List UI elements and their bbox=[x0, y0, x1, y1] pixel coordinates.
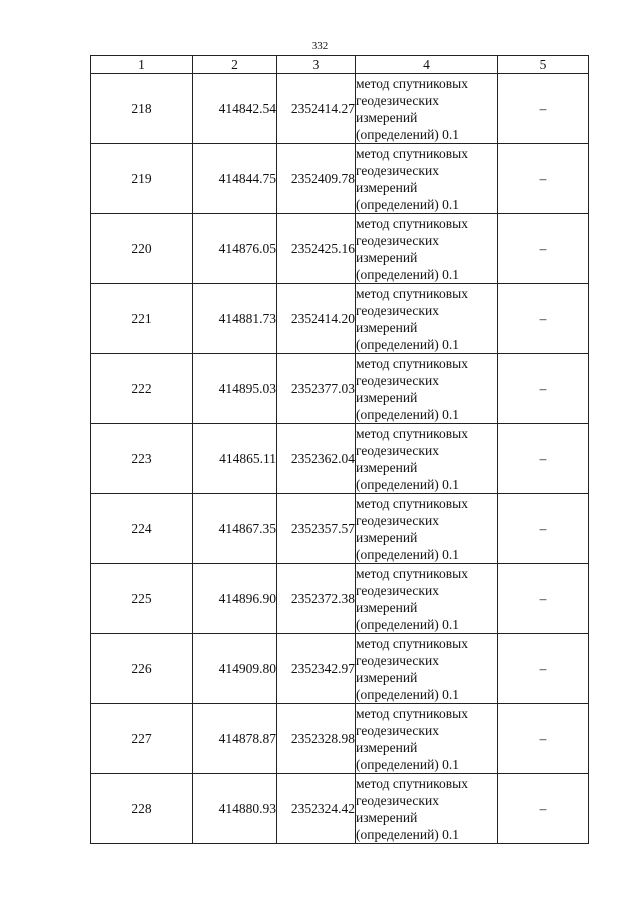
point-number-cell: 228 bbox=[91, 774, 193, 844]
point-number-cell: 221 bbox=[91, 284, 193, 354]
method-line: геодезических bbox=[356, 512, 439, 528]
method-line: метод спутниковых bbox=[356, 425, 468, 441]
method-line: (определений) 0.1 bbox=[356, 546, 460, 562]
note-cell: – bbox=[498, 494, 589, 564]
method-line: метод спутниковых bbox=[356, 75, 468, 91]
column-header-1: 1 bbox=[91, 56, 193, 74]
table-row bbox=[91, 144, 589, 214]
method-line: геодезических bbox=[356, 162, 439, 178]
method-line: (определений) 0.1 bbox=[356, 826, 460, 842]
coordinates-table bbox=[90, 55, 589, 844]
table-row bbox=[91, 354, 589, 424]
method-line: геодезических bbox=[356, 652, 439, 668]
method-line: метод спутниковых bbox=[356, 635, 468, 651]
x-coordinate-cell: 414895.03 bbox=[193, 354, 277, 424]
note-cell: – bbox=[498, 774, 589, 844]
table-row bbox=[91, 494, 589, 564]
method-line: геодезических bbox=[356, 442, 439, 458]
x-coordinate-cell: 414896.90 bbox=[193, 564, 277, 634]
y-coordinate-cell: 2352362.04 bbox=[277, 424, 356, 494]
y-coordinate-cell: 2352372.38 bbox=[277, 564, 356, 634]
method-line: измерений bbox=[356, 599, 418, 615]
method-line: метод спутниковых bbox=[356, 775, 468, 791]
method-line: измерений bbox=[356, 249, 418, 265]
y-coordinate-cell: 2352414.20 bbox=[277, 284, 356, 354]
method-line: (определений) 0.1 bbox=[356, 126, 460, 142]
y-coordinate-cell: 2352342.97 bbox=[277, 634, 356, 704]
y-coordinate-cell: 2352328.98 bbox=[277, 704, 356, 774]
x-coordinate-cell: 414842.54 bbox=[193, 74, 277, 144]
method-line: геодезических bbox=[356, 92, 439, 108]
note-cell: – bbox=[498, 144, 589, 214]
method-line: геодезических bbox=[356, 372, 439, 388]
method-line: (определений) 0.1 bbox=[356, 756, 460, 772]
method-line: метод спутниковых bbox=[356, 565, 468, 581]
table-row bbox=[91, 424, 589, 494]
method-line: измерений bbox=[356, 389, 418, 405]
method-line: (определений) 0.1 bbox=[356, 616, 460, 632]
method-cell bbox=[356, 634, 498, 704]
column-header-3: 3 bbox=[277, 56, 356, 74]
method-line: измерений bbox=[356, 179, 418, 195]
method-line: (определений) 0.1 bbox=[356, 406, 460, 422]
note-cell: – bbox=[498, 284, 589, 354]
point-number-cell: 220 bbox=[91, 214, 193, 284]
table-row bbox=[91, 214, 589, 284]
method-line: измерений bbox=[356, 459, 418, 475]
y-coordinate-cell: 2352414.27 bbox=[277, 74, 356, 144]
y-coordinate-cell: 2352377.03 bbox=[277, 354, 356, 424]
x-coordinate-cell: 414881.73 bbox=[193, 284, 277, 354]
point-number-cell: 218 bbox=[91, 74, 193, 144]
y-coordinate-cell: 2352409.78 bbox=[277, 144, 356, 214]
note-cell: – bbox=[498, 704, 589, 774]
method-line: (определений) 0.1 bbox=[356, 686, 460, 702]
method-line: геодезических bbox=[356, 582, 439, 598]
method-line: метод спутниковых bbox=[356, 495, 468, 511]
column-header-2: 2 bbox=[193, 56, 277, 74]
method-line: (определений) 0.1 bbox=[356, 476, 460, 492]
table-header-row bbox=[91, 56, 589, 74]
table-row bbox=[91, 774, 589, 844]
y-coordinate-cell: 2352357.57 bbox=[277, 494, 356, 564]
method-cell bbox=[356, 74, 498, 144]
point-number-cell: 222 bbox=[91, 354, 193, 424]
note-cell: – bbox=[498, 424, 589, 494]
note-cell: – bbox=[498, 74, 589, 144]
method-line: (определений) 0.1 bbox=[356, 266, 460, 282]
page-number: 332 bbox=[311, 40, 329, 52]
column-header-4: 4 bbox=[356, 56, 498, 74]
method-cell bbox=[356, 214, 498, 284]
method-cell bbox=[356, 424, 498, 494]
point-number-cell: 224 bbox=[91, 494, 193, 564]
method-line: метод спутниковых bbox=[356, 215, 468, 231]
method-line: измерений bbox=[356, 669, 418, 685]
x-coordinate-cell: 414865.11 bbox=[193, 424, 277, 494]
x-coordinate-cell: 414880.93 bbox=[193, 774, 277, 844]
x-coordinate-cell: 414867.35 bbox=[193, 494, 277, 564]
method-line: геодезических bbox=[356, 792, 439, 808]
method-line: измерений bbox=[356, 319, 418, 335]
y-coordinate-cell: 2352324.42 bbox=[277, 774, 356, 844]
method-line: метод спутниковых bbox=[356, 145, 468, 161]
method-cell bbox=[356, 564, 498, 634]
method-line: измерений bbox=[356, 739, 418, 755]
method-line: геодезических bbox=[356, 722, 439, 738]
method-line: измерений bbox=[356, 529, 418, 545]
table-row bbox=[91, 74, 589, 144]
point-number-cell: 219 bbox=[91, 144, 193, 214]
method-cell bbox=[356, 354, 498, 424]
method-cell bbox=[356, 494, 498, 564]
note-cell: – bbox=[498, 214, 589, 284]
x-coordinate-cell: 414876.05 bbox=[193, 214, 277, 284]
y-coordinate-cell: 2352425.16 bbox=[277, 214, 356, 284]
method-line: измерений bbox=[356, 809, 418, 825]
method-cell bbox=[356, 284, 498, 354]
method-cell bbox=[356, 774, 498, 844]
point-number-cell: 223 bbox=[91, 424, 193, 494]
method-line: метод спутниковых bbox=[356, 285, 468, 301]
table-row bbox=[91, 284, 589, 354]
note-cell: – bbox=[498, 634, 589, 704]
point-number-cell: 227 bbox=[91, 704, 193, 774]
method-line: (определений) 0.1 bbox=[356, 336, 460, 352]
method-line: измерений bbox=[356, 109, 418, 125]
column-header-5: 5 bbox=[498, 56, 589, 74]
method-line: (определений) 0.1 bbox=[356, 196, 460, 212]
x-coordinate-cell: 414909.80 bbox=[193, 634, 277, 704]
point-number-cell: 226 bbox=[91, 634, 193, 704]
note-cell: – bbox=[498, 354, 589, 424]
table-row bbox=[91, 564, 589, 634]
method-cell bbox=[356, 144, 498, 214]
method-line: геодезических bbox=[356, 302, 439, 318]
note-cell: – bbox=[498, 564, 589, 634]
x-coordinate-cell: 414878.87 bbox=[193, 704, 277, 774]
x-coordinate-cell: 414844.75 bbox=[193, 144, 277, 214]
method-line: метод спутниковых bbox=[356, 355, 468, 371]
method-line: геодезических bbox=[356, 232, 439, 248]
table-row bbox=[91, 704, 589, 774]
method-line: метод спутниковых bbox=[356, 705, 468, 721]
point-number-cell: 225 bbox=[91, 564, 193, 634]
method-cell bbox=[356, 704, 498, 774]
table-row bbox=[91, 634, 589, 704]
